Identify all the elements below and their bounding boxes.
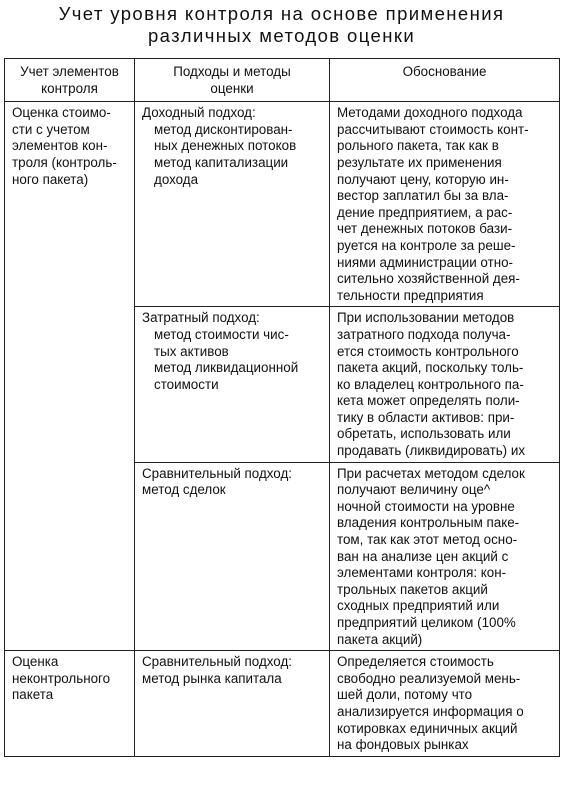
justification-cell-line: обретать, использовать или: [337, 426, 511, 442]
approach-cell-line: метод сделок: [142, 482, 226, 498]
control-element-cell-line: пакета: [12, 687, 54, 703]
justification-cell-line: элементами контроля: кон-: [337, 565, 507, 581]
justification-cell: [330, 102, 560, 307]
justification-cell-line: трольных пакетов акций: [337, 581, 488, 597]
justification-cell-line: чет денежных потоков бази-: [337, 221, 513, 237]
justification-cell-line: вестор заплатил бы за вла-: [337, 188, 509, 204]
justification-cell-line: предприятий целиком (100%: [337, 615, 516, 630]
justification-cell: [330, 462, 560, 651]
justification-cell-line: продавать (ликвидировать) их: [337, 443, 526, 459]
justification-cell-line: шей доли, потому что: [337, 687, 473, 703]
method-line: стоимости: [154, 376, 219, 392]
justification-cell-line: том, так как этот метод осно-: [337, 532, 518, 548]
control-element-cell-line: элементов кон-: [12, 138, 108, 154]
justification-cell-line: кета может определять поли-: [337, 393, 520, 409]
method-line: тых активов: [154, 343, 229, 359]
justification-cell-line: рассчитывают стоимость конт-: [337, 121, 529, 137]
header-justification: Обоснование: [330, 59, 560, 102]
justification-cell-line: свободно реализуемой мень-: [337, 670, 521, 686]
method-line: ных денежных потоков: [154, 138, 297, 154]
justification-cell-line: анализируется информация о: [337, 703, 524, 719]
table-row: [5, 651, 560, 757]
justification-cell-line: тельности предприятия: [337, 287, 484, 303]
table-body: [5, 102, 560, 757]
method-line: метод стоимости чис-: [154, 326, 289, 342]
justification-cell-line: руется на контроле за реше-: [337, 237, 516, 253]
control-element-cell-line: Оценка: [12, 654, 59, 670]
control-element-cell: [5, 651, 135, 757]
approach-cell-line: Затратный подход:: [142, 310, 260, 326]
approach-cell: [135, 307, 330, 462]
justification-cell-line: ван на анализе цен акций с: [337, 548, 509, 564]
justification-cell-line: ется стоимость контрольного: [337, 343, 519, 359]
justification-cell-line: рольного пакета, так как в: [337, 138, 499, 154]
approach-cell: [135, 462, 330, 651]
method-line: метод ликвидационной: [154, 360, 299, 376]
justification-cell-line: получают величину оце^: [337, 482, 491, 498]
approach-cell-line: Доходный подход:: [142, 105, 256, 121]
justification-cell-line: пакета акций, поскольку толь-: [337, 360, 524, 376]
justification-cell-line: затратного подхода получа-: [337, 326, 511, 342]
justification-cell-line: владения контрольным паке-: [337, 515, 520, 531]
control-element-cell-line: ного пакета): [12, 171, 89, 187]
control-element-cell-line: Оценка стоимо-: [12, 105, 111, 121]
control-element-cell: [5, 102, 135, 651]
justification-cell: [330, 651, 560, 757]
justification-cell-line: сходных предприятий или: [337, 598, 500, 614]
approach-cell: [135, 651, 330, 757]
title-line: различных методов оценки: [147, 25, 416, 46]
method-line: дохода: [154, 171, 199, 187]
justification-cell-line: получают цену, которую ин-: [337, 171, 509, 187]
justification-cell-line: тику в области активов: при-: [337, 409, 515, 425]
table-header-row: [5, 59, 560, 102]
approach-cell: [135, 102, 330, 307]
justification-cell-line: ко владелец контрольного па-: [337, 376, 524, 392]
justification-cell-line: котировках единичных акций: [337, 720, 518, 736]
justification-cell-line: пакета акций): [337, 631, 423, 647]
document-title: [0, 3, 563, 47]
justification-cell-line: сительно хозяйственной дея-: [337, 271, 520, 287]
justification-cell-line: на фондовых рынках: [337, 737, 469, 753]
justification-cell-line: Методами доходного подхода: [337, 105, 523, 121]
title-line: Учет уровня контроля на основе применения: [58, 3, 505, 24]
table-row: [5, 102, 560, 307]
justification-cell-line: ниями администрации отно-: [337, 254, 514, 270]
justification-cell-line: При расчетах методом сделок: [337, 465, 525, 481]
control-element-cell-line: троля (контроль-: [12, 154, 117, 170]
control-element-cell-line: неконтрольного: [12, 670, 111, 686]
approach-cell-line: Сравнительный подход:: [142, 465, 292, 481]
approach-cell-line: Сравнительный подход:: [142, 654, 292, 670]
control-valuation-table: [4, 58, 560, 757]
justification-cell-line: Определяется стоимость: [337, 654, 494, 670]
method-line: метод капитализации: [154, 154, 289, 170]
method-line: метод дисконтирован-: [154, 121, 293, 137]
justification-cell-line: дение предприятием, а рас-: [337, 204, 513, 220]
justification-cell-line: При использовании методов: [337, 310, 515, 326]
header-approaches-methods: Подходы и методы оценки: [135, 59, 330, 102]
justification-cell-line: результате их применения: [337, 154, 502, 170]
header-control-elements: Учет элементов контроля: [5, 59, 135, 102]
control-element-cell-line: сти с учетом: [12, 121, 90, 137]
approach-cell-line: метод рынка капитала: [142, 670, 282, 686]
justification-cell-line: ночной стоимости на уровне: [337, 498, 515, 514]
justification-cell: [330, 307, 560, 462]
